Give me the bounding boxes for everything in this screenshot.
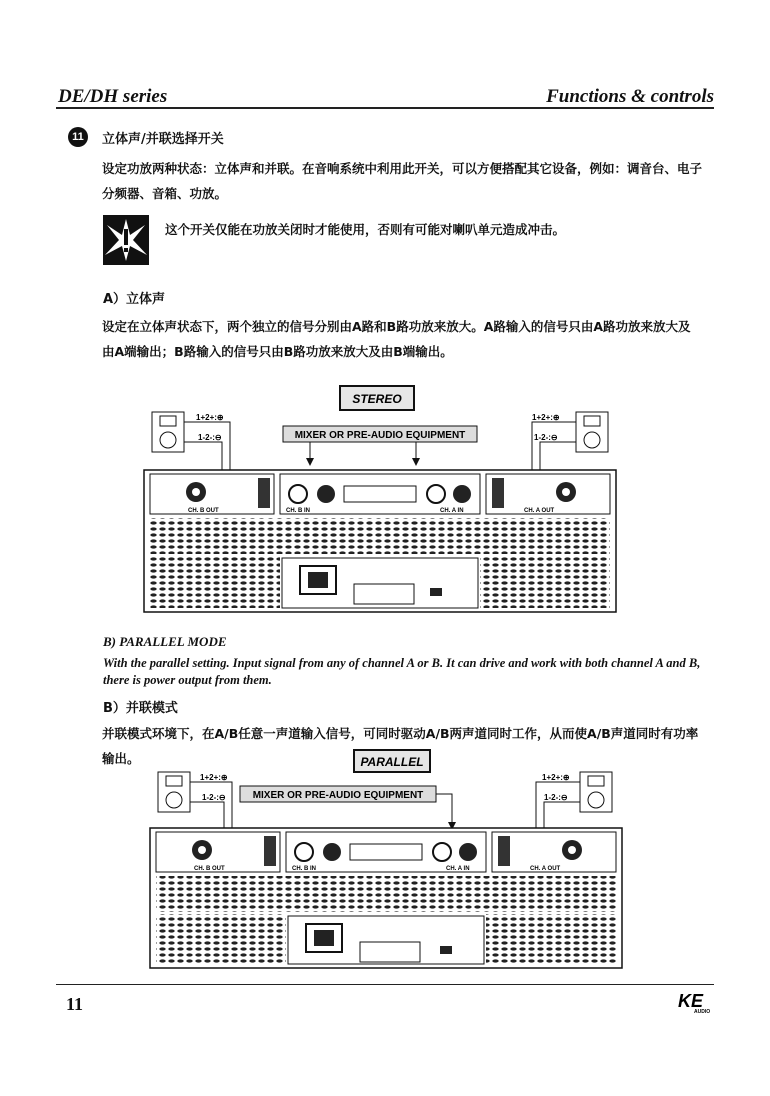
mode-label: STEREO	[352, 392, 402, 406]
speaker-neg-label-right: 1-2-:⊖	[544, 793, 568, 802]
ke-audio-logo	[676, 990, 716, 1014]
speaker-right	[576, 412, 608, 452]
speaker-pos-label: 1+2+:⊕	[200, 773, 228, 782]
in-left-label: CH. B IN	[292, 866, 316, 872]
speaker-left	[158, 772, 190, 812]
speaker-pos-label: 1+2+:⊕	[196, 413, 224, 422]
out-right-label: CH. A OUT	[530, 866, 561, 872]
stereo-parallel-switch	[430, 588, 442, 596]
source-label: MIXER OR PRE-AUDIO EQUIPMENT	[252, 790, 424, 801]
warning-text: 这个开关仅能在功放关闭时才能使用，否则有可能对喇叭单元造成冲击。	[165, 222, 566, 237]
in-right-label: CH. A IN	[446, 866, 470, 872]
vent-grille	[156, 876, 616, 912]
warning-icon	[103, 215, 149, 265]
section-title: 立体声/并联选择开关	[102, 132, 224, 147]
in-left-label: CH. B IN	[286, 508, 310, 514]
section-header: Functions & controls	[546, 86, 714, 107]
source-label: MIXER OR PRE-AUDIO EQUIPMENT	[294, 430, 466, 441]
speaker-neg-label: 1-2-:⊖	[202, 793, 226, 802]
out-left-label: CH. B OUT	[188, 508, 219, 514]
speaker-neg-label: 1-2-:⊖	[198, 433, 222, 442]
stereo-heading: A）立体声	[103, 292, 166, 307]
speaker-left	[152, 412, 184, 452]
speaker-pos-label-right: 1+2+:⊕	[532, 413, 560, 422]
speaker-right	[580, 772, 612, 812]
parallel-en-heading: B) PARALLEL MODE	[103, 634, 227, 649]
parallel-body: 并联模式环境下，在A/B任意一声道输入信号，可同时驱动A/B两声道同时工作，从而使A/B声道同时有功率输出。	[102, 726, 699, 766]
out-right-label: CH. A OUT	[524, 508, 555, 514]
stereo-parallel-switch	[440, 946, 452, 954]
logo-text: KE	[678, 991, 704, 1011]
page-number: 11	[66, 994, 84, 1014]
mode-label: PARALLEL	[360, 755, 424, 769]
parallel-heading: B）并联模式	[103, 701, 178, 716]
section-number-badge: 11	[68, 127, 88, 147]
vent-grille	[150, 518, 610, 554]
footer-rule	[56, 984, 714, 985]
section-intro: 设定功放两种状态：立体声和并联。在音响系统中利用此开关，可以方便搭配其它设备，例如：调音台、电子分频器、音箱、功放。	[102, 161, 703, 201]
parallel-en-body: With the parallel setting. Input signal from any of channel A or B. It can drive and work with both channel A and B, there is power output from them.	[103, 656, 701, 687]
header-rule	[56, 107, 714, 109]
out-left-label: CH. B OUT	[194, 866, 225, 872]
speaker-pos-label-right: 1+2+:⊕	[542, 773, 570, 782]
logo-subtext: AUDIO	[694, 1009, 711, 1014]
speaker-neg-label-right: 1-2-:⊖	[534, 433, 558, 442]
stereo-diagram	[140, 382, 630, 614]
stereo-body: 设定在立体声状态下，两个独立的信号分别由A路和B路功放来放大。A路输入的信号只由A路功放来放大及由A端输出；B路输入的信号只由B路功放来放大及由B端输出。	[102, 319, 691, 359]
parallel-diagram	[140, 748, 630, 972]
series-title: DE/DH series	[58, 86, 168, 107]
in-right-label: CH. A IN	[440, 508, 464, 514]
